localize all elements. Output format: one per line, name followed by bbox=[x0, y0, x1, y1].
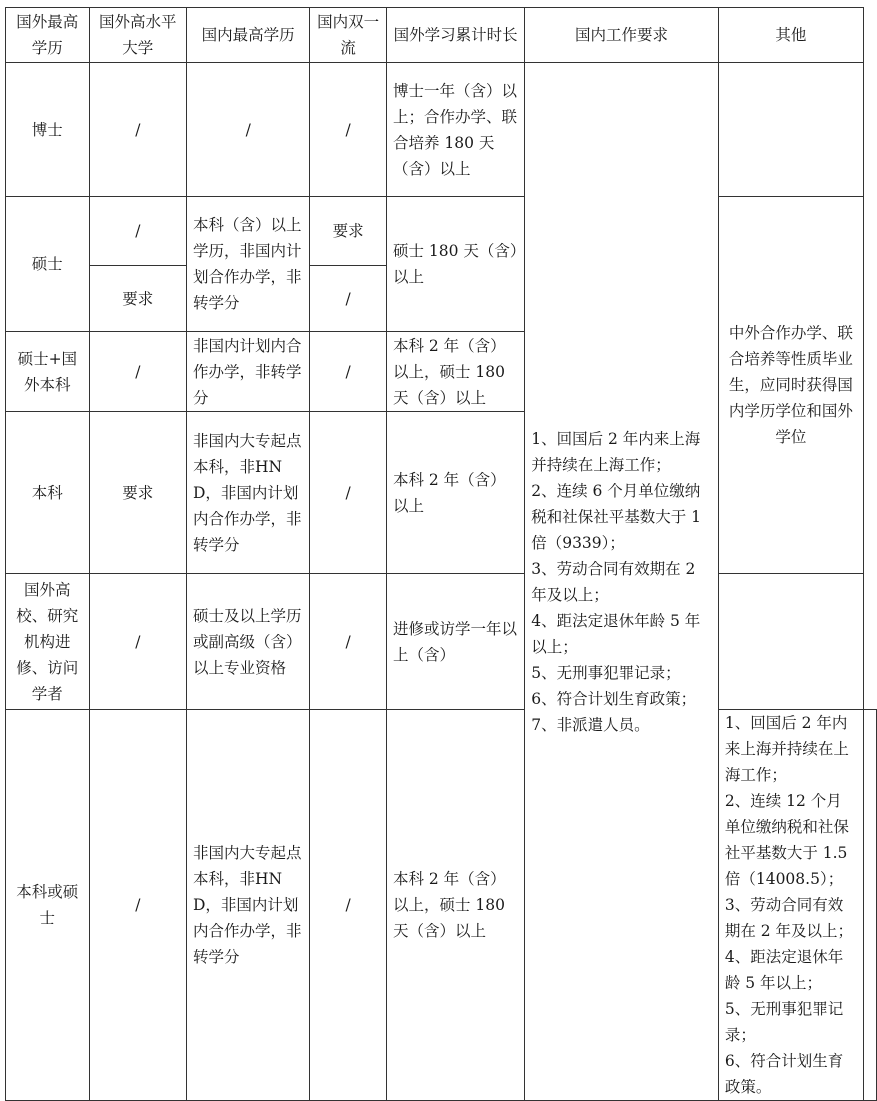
work-req-item: 3、劳动合同有效期在 2 年及以上； bbox=[724, 896, 854, 940]
study-time-cell: 本科 2 年（含）以上 bbox=[386, 412, 524, 574]
top-univ-cell: 要求 bbox=[89, 412, 186, 574]
header-work-requirement: 国内工作要求 bbox=[525, 8, 719, 63]
domestic-degree-cell: 本科（含）以上学历，非国内计划合作办学，非转学分 bbox=[186, 197, 309, 332]
top-univ-cell: 要求 bbox=[89, 266, 186, 332]
degree-cell: 博士 bbox=[6, 63, 90, 197]
work-req-item: 4、距法定退休年龄 5 年以上； bbox=[531, 611, 701, 656]
work-req-item: 5、无刑事犯罪记录； bbox=[531, 663, 681, 682]
table-row bbox=[6, 197, 877, 266]
work-req-item: 6、符合计划生育政策。 bbox=[724, 1052, 844, 1096]
header-double-first-class: 国内双一流 bbox=[310, 8, 387, 63]
domestic-degree-cell: / bbox=[186, 63, 309, 197]
work-req-item: 3、劳动合同有效期在 2 年及以上； bbox=[531, 559, 696, 604]
top-univ-cell: / bbox=[89, 197, 186, 266]
domestic-degree-cell: 非国内大专起点本科，非HND，非国内计划内合作办学，非转学分 bbox=[186, 412, 309, 574]
study-time-cell: 本科 2 年（含）以上，硕士 180 天（含）以上 bbox=[386, 710, 524, 1101]
study-time-cell: 本科 2 年（含）以上，硕士 180 天（含）以上 bbox=[386, 332, 524, 412]
work-req-item: 5、无刑事犯罪记录； bbox=[724, 1000, 844, 1044]
study-time-cell: 进修或访学一年以上（含） bbox=[386, 574, 524, 710]
header-foreign-degree: 国外最高学历 bbox=[6, 8, 90, 63]
table-row bbox=[6, 63, 877, 197]
double-first-cell: / bbox=[310, 63, 387, 197]
degree-cell: 本科或硕士 bbox=[6, 710, 90, 1101]
top-univ-cell: / bbox=[89, 63, 186, 197]
other-note-cell: 中外合作办学、联合培养等性质毕业生，应同时获得国内学历学位和国外学位 bbox=[718, 197, 863, 574]
double-first-cell: / bbox=[310, 412, 387, 574]
work-req-item: 6、符合计划生育政策； bbox=[531, 689, 697, 708]
work-req-item: 2、连续 12 个月单位缴纳税和社保社平基数大于 1.5倍（14008.5）； bbox=[724, 792, 849, 888]
work-req-item: 2、连续 6 个月单位缴纳税和社保社平基数大于 1 倍（9339）； bbox=[531, 481, 701, 552]
study-time-cell: 硕士 180 天（含）以上 bbox=[386, 197, 524, 332]
requirements-table bbox=[5, 7, 877, 1101]
double-first-cell: / bbox=[310, 266, 387, 332]
header-other: 其他 bbox=[718, 8, 863, 63]
top-univ-cell: / bbox=[89, 710, 186, 1101]
double-first-cell: / bbox=[310, 574, 387, 710]
domestic-degree-cell: 非国内大专起点本科，非HND，非国内计划内合作办学，非转学分 bbox=[186, 710, 309, 1101]
degree-cell: 硕士+国外本科 bbox=[6, 332, 90, 412]
degree-cell: 本科 bbox=[6, 412, 90, 574]
double-first-cell: / bbox=[310, 332, 387, 412]
degree-cell: 国外高校、研究机构进修、访问学者 bbox=[6, 574, 90, 710]
work-requirement-cell-group2 bbox=[718, 710, 863, 1101]
work-requirement-cell-group1 bbox=[525, 63, 719, 1101]
domestic-degree-cell: 硕士及以上学历或副高级（含）以上专业资格 bbox=[186, 574, 309, 710]
work-req-item: 1、回国后 2 年内来上海并持续在上海工作； bbox=[724, 714, 849, 784]
double-first-cell: 要求 bbox=[310, 197, 387, 266]
other-cell-empty bbox=[718, 574, 863, 710]
top-univ-cell: / bbox=[89, 574, 186, 710]
top-univ-cell: / bbox=[89, 332, 186, 412]
header-row bbox=[6, 8, 877, 63]
header-domestic-degree: 国内最高学历 bbox=[186, 8, 309, 63]
work-req-item: 7、非派遣人员。 bbox=[531, 715, 650, 734]
double-first-cell: / bbox=[310, 710, 387, 1101]
other-cell-empty bbox=[864, 710, 877, 1101]
table-row bbox=[6, 710, 877, 1101]
other-cell-empty bbox=[718, 63, 863, 197]
header-study-duration: 国外学习累计时长 bbox=[386, 8, 524, 63]
work-req-item: 1、回国后 2 年内来上海并持续在上海工作； bbox=[531, 429, 701, 474]
study-time-cell: 博士一年（含）以上；合作办学、联合培养 180 天（含）以上 bbox=[386, 63, 524, 197]
work-req-item: 4、距法定退休年龄 5 年以上； bbox=[724, 948, 844, 992]
degree-cell: 硕士 bbox=[6, 197, 90, 332]
domestic-degree-cell: 非国内计划内合作办学，非转学分 bbox=[186, 332, 309, 412]
table-row bbox=[6, 574, 877, 710]
header-top-university: 国外高水平大学 bbox=[89, 8, 186, 63]
